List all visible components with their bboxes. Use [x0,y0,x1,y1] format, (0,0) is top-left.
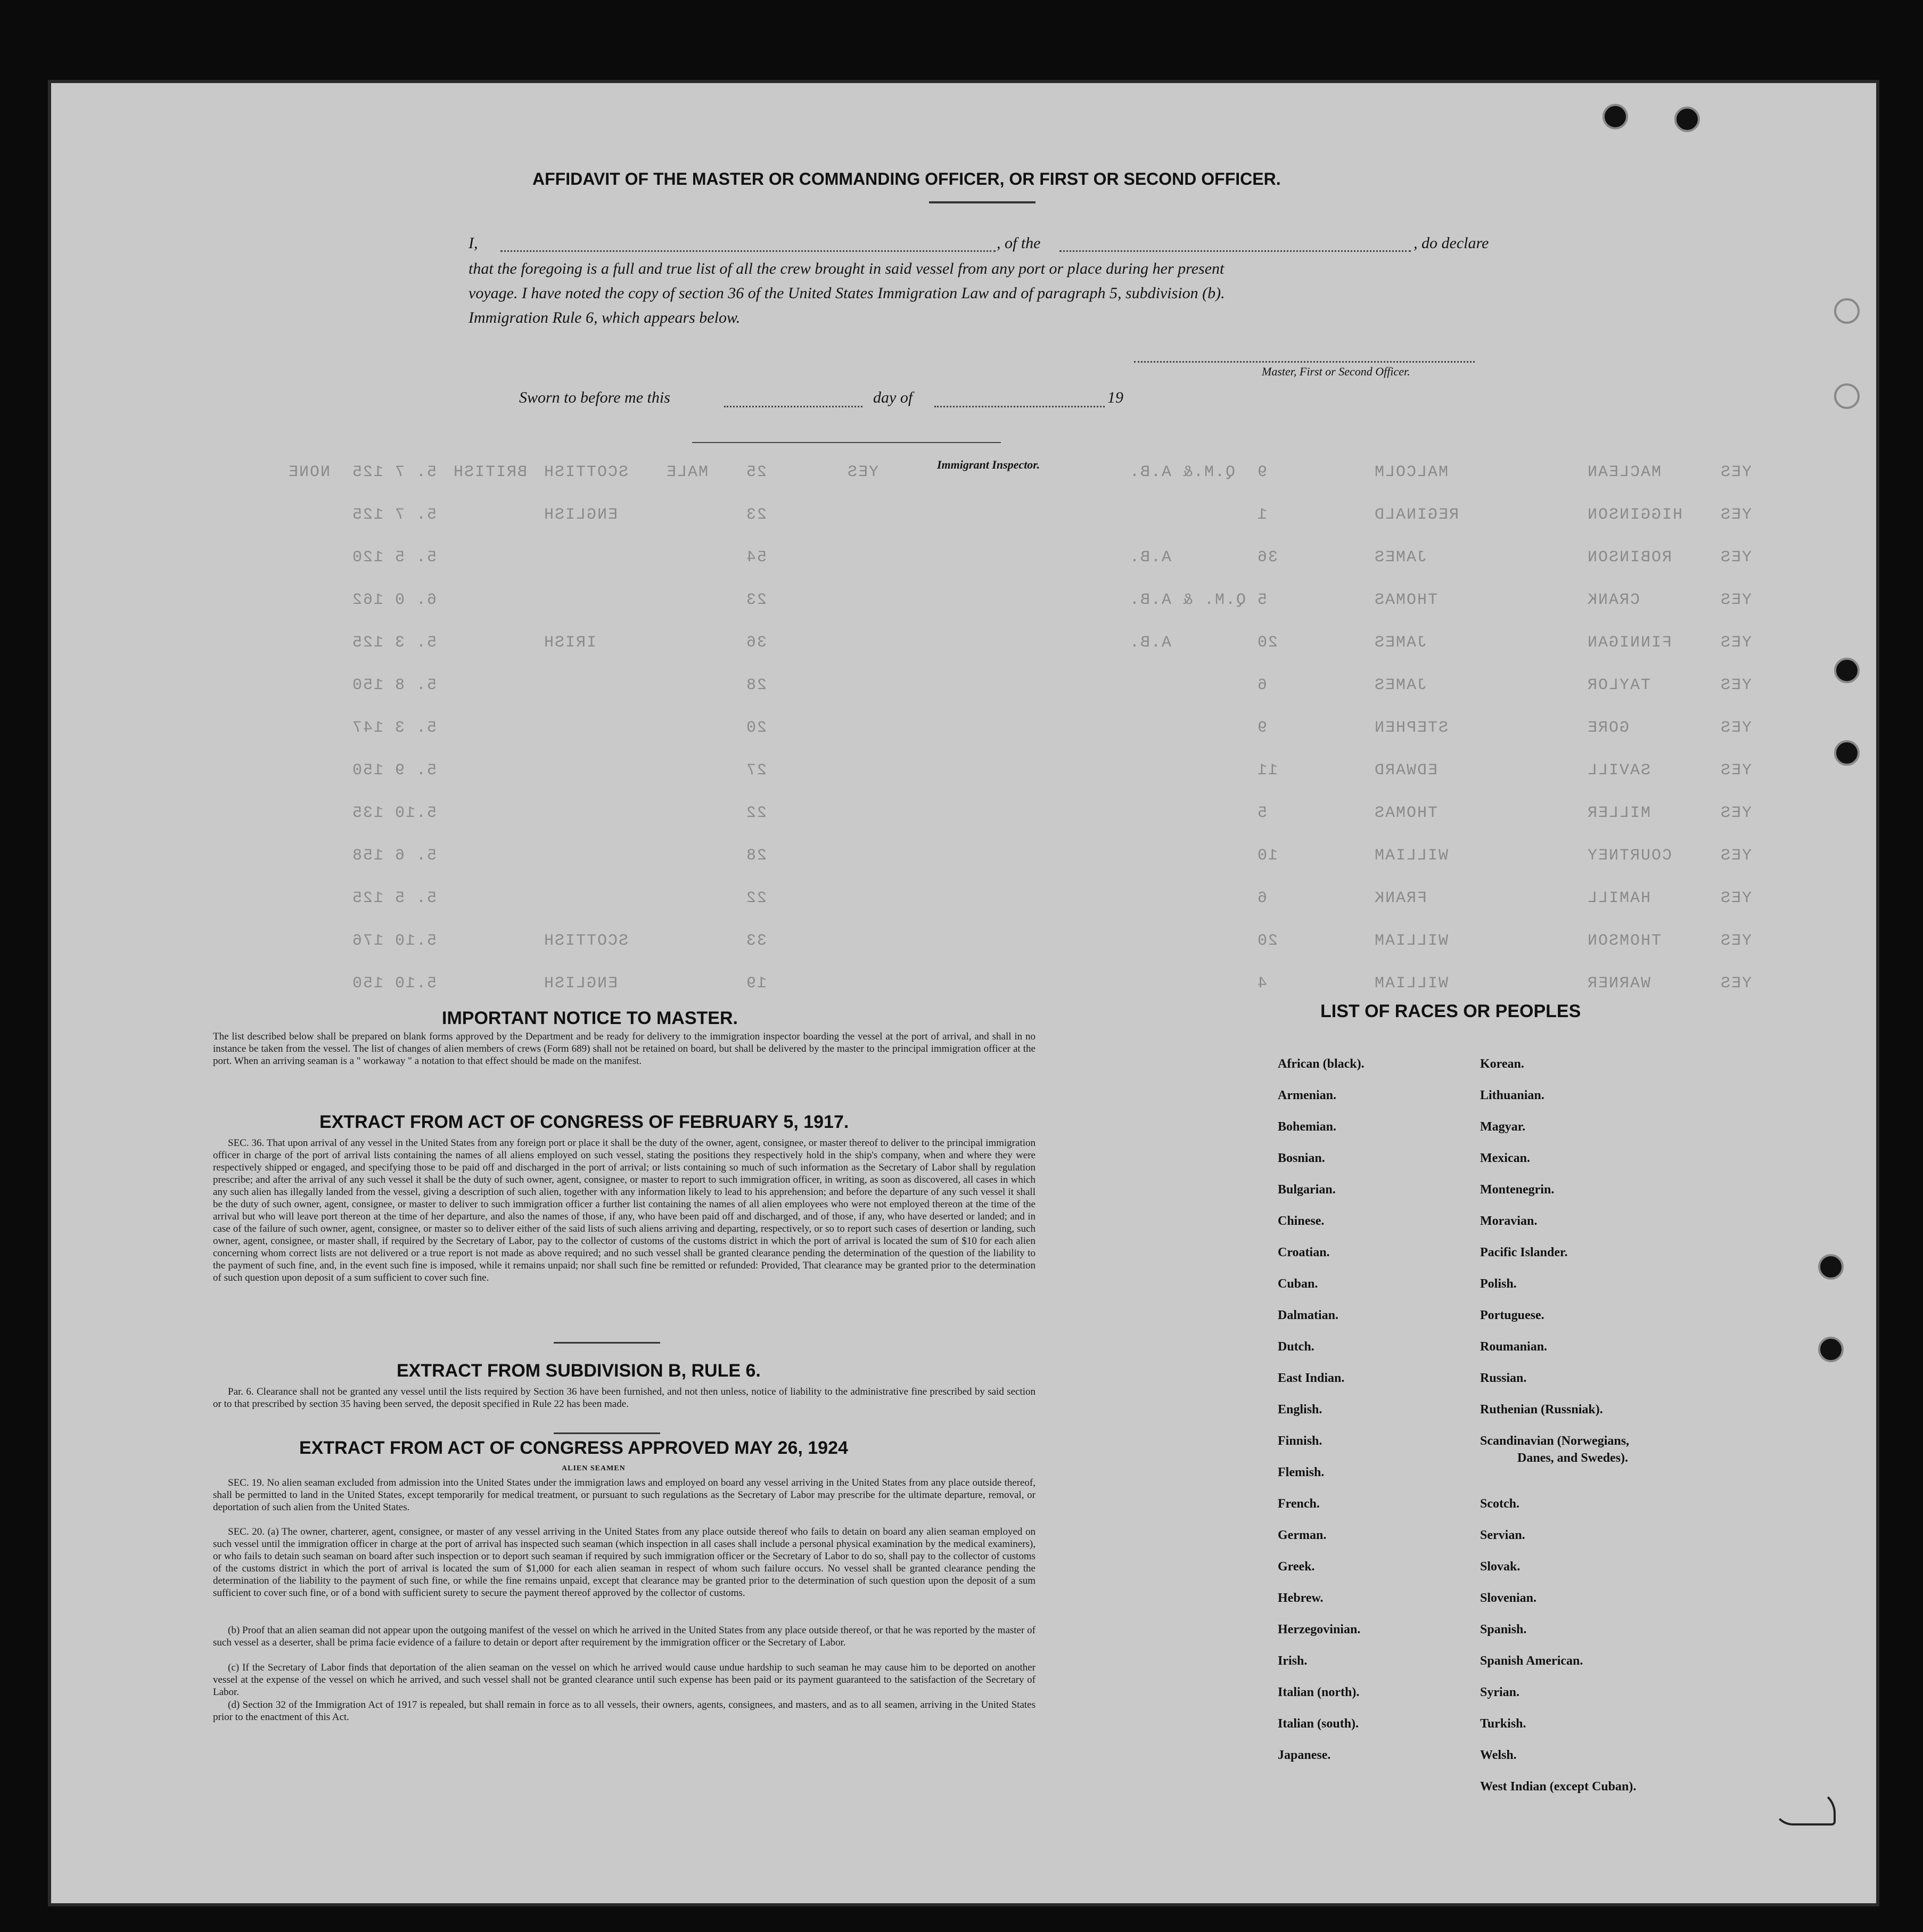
punch-hole [1818,1254,1844,1280]
race-item: Welsh. [1480,1748,1517,1762]
race-item: Hebrew. [1278,1591,1324,1605]
race-item: Scotch. [1480,1497,1519,1511]
bleedthrough-text: WILLIAM [1374,932,1449,950]
name-blank [500,250,996,252]
bleedthrough-text: 10 [1256,847,1278,865]
race-item: Bulgarian. [1278,1183,1336,1197]
bleedthrough-text: 5. 3 147 [351,719,437,737]
race-item: Italian (north). [1278,1685,1360,1699]
race-item: Dalmatian. [1278,1308,1338,1322]
race-item: Spanish American. [1480,1654,1583,1668]
bleedthrough-text: YES [1720,634,1752,652]
bleedthrough-text: 6. 0 162 [351,591,437,609]
race-item: German. [1278,1528,1327,1542]
bleedthrough-text: 1 [1256,506,1268,524]
bleedthrough-text: 5.10 150 [351,975,437,993]
signature-label: Master, First or Second Officer. [1262,365,1410,378]
bleedthrough-text: 22 [745,804,767,822]
affidavit-declare: , do declare [1414,234,1489,252]
bleedthrough-text: YES [1720,676,1752,694]
bleedthrough-text: HIGGINSON [1587,506,1683,524]
sworn-day-of: day of [873,389,913,406]
bleedthrough-text: MALCOLM [1374,463,1449,481]
race-item: Japanese. [1278,1748,1331,1762]
race-item: Danes, and Swedes). [1517,1451,1629,1465]
race-item: African (black). [1278,1057,1365,1071]
bleedthrough-text: YES [1720,463,1752,481]
bleedthrough-text: THOMAS [1374,591,1438,609]
race-item: Bohemian. [1278,1120,1337,1134]
extract-1917-title: EXTRACT FROM ACT OF CONGRESS OF FEBRUARY 5, 1917. [319,1112,849,1132]
race-item: Mexican. [1480,1151,1530,1165]
punch-hole [1818,1337,1844,1362]
bleedthrough-text: 11 [1256,762,1278,780]
affidavit-line1 [469,234,478,252]
bleedthrough-text: 25 [745,463,767,481]
bleedthrough-text: 9 [1256,463,1268,481]
race-item: Moravian. [1480,1214,1538,1228]
race-item: Pacific Islander. [1480,1246,1568,1259]
bleedthrough-text: 54 [745,549,767,567]
race-item: Montenegrin. [1480,1183,1555,1197]
bleedthrough-text: SAVILL [1587,762,1651,780]
bleedthrough-text: STEPHEN [1374,719,1449,737]
bleedthrough-text: YES [1720,847,1752,865]
bleedthrough-text: 36 [1256,549,1278,567]
bleedthrough-text: JAMES [1374,549,1427,567]
affidavit-of-the: , of the [997,234,1041,252]
race-item: Cuban. [1278,1277,1318,1291]
bleedthrough-text: 5. 7 125 [351,463,437,481]
bleedthrough-text: YES [1720,762,1752,780]
race-item: Flemish. [1278,1466,1325,1479]
bleedthrough-text: COURTNEY [1587,847,1672,865]
extract-1924-sec19: SEC. 19. No alien seaman excluded from admission into the United States under the immigration laws and employed on board any vessel arriving in the United States from any place outside thereof, shall be permitted to land in the United States, except temporarily for medical treatment, or pursuant to such regulations as the Secretary of Labor may prescribe for the ultimate departure, removal, or deportation of such alien from the United States. [213,1477,1036,1513]
race-item: Slovenian. [1480,1591,1537,1605]
race-item: Magyar. [1480,1120,1526,1134]
bleedthrough-text: YES [1720,719,1752,737]
race-item: Korean. [1480,1057,1524,1071]
bleedthrough-text: MALE [665,463,709,481]
bleedthrough-text: WARNER [1587,975,1651,993]
punch-hole [1834,658,1860,683]
bleedthrough-text: MACLEAN [1587,463,1662,481]
punch-hole [1834,740,1860,766]
bleedthrough-text: ENGLISH [543,506,618,524]
sworn-month-blank [934,406,1105,407]
bleedthrough-text: YES [1720,975,1752,993]
race-item: Servian. [1480,1528,1525,1542]
bleedthrough-text: YES [847,463,879,481]
affidavit-title-underline [929,201,1036,203]
bleedthrough-text: 20 [1256,634,1278,652]
race-item: Slovak. [1480,1560,1521,1574]
punch-hole [1602,104,1628,129]
bleedthrough-text: WILLIAM [1374,975,1449,993]
bleedthrough-text: 36 [745,634,767,652]
bleedthrough-text: THOMAS [1374,804,1438,822]
race-item: English. [1278,1403,1322,1417]
bleedthrough-text: TAYLOR [1587,676,1651,694]
race-item: Turkish. [1480,1717,1526,1731]
sworn-day-blank [724,406,862,407]
bleedthrough-text: 28 [745,847,767,865]
race-item: Syrian. [1480,1685,1520,1699]
punch-hole [1674,107,1700,132]
race-item: Greek. [1278,1560,1315,1574]
extract-1924-sec20a: SEC. 20. (a) The owner, charterer, agent, consignee, or master of any vessel arriving in the United States from any place outside thereof who fails to detain on board any alien seaman employed on such vessel until the immigration officer in charge at the port of arrival has inspected such seaman (which inspection in all cases shall include a personal physical examination by the medical examiners), or who fails to detain such seaman on board after such inspection or to deport such seaman if required by such immigration officer or the Secretary of Labor to do so, shall pay to the collector of customs of the customs district in which the port of arrival is located the sum of $1,000 for each alien seaman in respect of whom such failure occurs. No vessel shall be granted clearance pending the determination of the liability to the payment of such fine, or while the fine remains unpaid, except that clearance may be granted prior to the determination of such question upon the deposit of a sum sufficient to cover such fine, or of a bond with sufficient surety to secure the payment thereof approved by the collector of customs. [213,1526,1036,1599]
bleedthrough-text: IRISH [543,634,597,652]
race-item: French. [1278,1497,1320,1511]
race-item: Ruthenian (Russniak). [1480,1403,1603,1417]
race-item: West Indian (except Cuban). [1480,1780,1637,1794]
bleedthrough-text: SCOTTISH [543,463,629,481]
inspector-label: Immigrant Inspector. [937,458,1040,471]
bleedthrough-text: YES [1720,932,1752,950]
races-title: LIST OF RACES OR PEOPLES [1320,1001,1581,1021]
bleedthrough-text: 22 [745,889,767,907]
bleedthrough-text: 6 [1256,889,1268,907]
bleedthrough-text: A.B. [1129,634,1172,652]
bleedthrough-text: YES [1720,591,1752,609]
bleedthrough-text: A.B. [1129,549,1172,567]
bleedthrough-text: 5 [1256,804,1268,822]
bleedthrough-text: MILLER [1587,804,1651,822]
bleedthrough-text: GORE [1587,719,1630,737]
bleedthrough-text: SCOTTISH [543,932,629,950]
sworn-text: Sworn to before me this [519,389,670,406]
bleedthrough-text: 5. 9 150 [351,762,437,780]
bleedthrough-text: 5 [1256,591,1268,609]
affidavit-line3: voyage. I have noted the copy of section 36 of the United States Immigration Law and of paragraph 5, subdivision (b). [469,284,1225,302]
bleedthrough-text: JAMES [1374,634,1427,652]
bleedthrough-text: 5. 5 120 [351,549,437,567]
bleedthrough-text: 9 [1256,719,1268,737]
race-item: Italian (south). [1278,1717,1359,1731]
bleedthrough-text: ENGLISH [543,975,618,993]
race-item: Armenian. [1278,1088,1336,1102]
extract-1924-sec20c: (c) If the Secretary of Labor finds that deportation of the alien seaman on the vessel on which he arrived would cause undue hardship to such seaman he may cause him to be deported on another vessel at the expense of the vessel on which he arrived, and such vessel shall not be granted clearance until such expense has been paid or its payment guaranteed to the satisfaction of the Secretary of Labor. [213,1662,1036,1698]
bleedthrough-text: FINNIGAN [1587,634,1672,652]
race-item: Finnish. [1278,1434,1322,1448]
notice-text: The list described below shall be prepared on blank forms approved by the Department and be ready for delivery to the immigration inspector boarding the vessel at the port of arrival, and shall in no instance be taken from the vessel. The list of changes of alien members of crews (Form 689) shall not be retained on board, but shall be delivered by the master to the principal immigration officer at the port. When an arriving seaman is a " workaway " a notation to that effect should be made on the manifest. [213,1031,1036,1067]
race-item: Russian. [1480,1371,1527,1385]
rule6-title: EXTRACT FROM SUBDIVISION B, RULE 6. [397,1361,761,1381]
bleedthrough-text: Q.M. & A.B. [1129,591,1246,609]
bleedthrough-text: 5.10 135 [351,804,437,822]
bleedthrough-text: 5. 8 150 [351,676,437,694]
race-item: East Indian. [1278,1371,1345,1385]
bleedthrough-text: HAMILL [1587,889,1651,907]
affidavit-title: AFFIDAVIT OF THE MASTER OR COMMANDING OFFICER, OR FIRST OR SECOND OFFICER. [532,169,1281,189]
race-item: Dutch. [1278,1340,1314,1354]
bleedthrough-text: NONE [287,463,331,481]
bleedthrough-text: 20 [745,719,767,737]
race-item: Polish. [1480,1277,1517,1291]
race-item: Bosnian. [1278,1151,1325,1165]
bleedthrough-text: 23 [745,591,767,609]
race-item: Chinese. [1278,1214,1325,1228]
bleedthrough-text: 5. 3 125 [351,634,437,652]
bleedthrough-text: 5.10 176 [351,932,437,950]
bleedthrough-text: Q.M.& A.B. [1129,463,1236,481]
bleedthrough-text: 28 [745,676,767,694]
bleedthrough-text: 6 [1256,676,1268,694]
extract-1924-sec20d: (d) Section 32 of the Immigration Act of 1917 is repealed, but shall remain in force as to all vessels, their owners, agents, consignees, and masters, and as to all seamen, arriving in the United States prior to the enactment of this Act. [213,1699,1036,1723]
notice-title: IMPORTANT NOTICE TO MASTER. [442,1008,738,1028]
bleedthrough-text: EDWARD [1374,762,1438,780]
divider [554,1432,660,1434]
bleedthrough-text: 27 [745,762,767,780]
race-item: Irish. [1278,1654,1308,1668]
punch-hole [1834,298,1860,324]
bleedthrough-text: WILLIAM [1374,847,1449,865]
bleedthrough-text: 33 [745,932,767,950]
bleedthrough-text: 5. 6 158 [351,847,437,865]
bleedthrough-text: 23 [745,506,767,524]
bleedthrough-text: 19 [745,975,767,993]
race-item: Portuguese. [1480,1308,1544,1322]
bleedthrough-text: REGINALD [1374,506,1459,524]
bleedthrough-text: FRANK [1374,889,1427,907]
affidavit-line2: that the foregoing is a full and true list of all the crew brought in said vessel from any port or place during her present [469,260,1225,277]
race-item: Spanish. [1480,1623,1527,1636]
sworn-year: 19 [1107,389,1123,406]
bleedthrough-text: JAMES [1374,676,1427,694]
bleedthrough-text: ROBINSON [1587,549,1672,567]
signature-blank [1134,361,1475,363]
affidavit-line4: Immigration Rule 6, which appears below. [469,309,741,326]
race-item: Herzegovinian. [1278,1623,1361,1636]
race-item: Scandinavian (Norwegians, [1480,1434,1630,1448]
bleedthrough-text: YES [1720,506,1752,524]
bleedthrough-text: 5. 7 125 [351,506,437,524]
bleedthrough-text: CRANK [1587,591,1640,609]
punch-hole [1834,383,1860,409]
bleedthrough-text: YES [1720,804,1752,822]
bleedthrough-text: YES [1720,889,1752,907]
corner-mark [1773,1789,1836,1825]
bleedthrough-text: 20 [1256,932,1278,950]
bleedthrough-text: THOMSON [1587,932,1662,950]
bleedthrough-text: 5. 5 125 [351,889,437,907]
bleedthrough-text: BRITISH [453,463,528,481]
vessel-blank [1059,250,1411,252]
rule6-text: Par. 6. Clearance shall not be granted any vessel until the lists required by Section 36 have been furnished, and not then unless, notice of liability to the administrative fine prescribed by said section or to that prescribed by section 35 having been served, the deposit specified in Rule 22 has been made. [213,1386,1036,1410]
extract-1924-sec20b: (b) Proof that an alien seaman did not appear upon the outgoing manifest of the vessel on which he arrived in the United States from any place outside thereof, or that he was reported by the master of such vessel as a deserter, shall be prima facie evidence of a failure to detain or deport after requirement by the immigration officer or the Secretary of Labor. [213,1625,1036,1648]
extract-1917-text: SEC. 36. That upon arrival of any vessel in the United States from any foreign port or place it shall be the duty of the owner, agent, consignee, or master thereof to deliver to the principal immigration officer in charge of the port of arrival lists containing the names of all aliens employed on such vessel, stating the positions they respectively hold in the ship's company, when and where they were respectively shipped or engaged, and specifying those to be paid off and discharged in the port of arrival; or lists containing so much of such information as the Secretary of Labor shall by regulation prescribe; and after the arrival of any such vessel it shall be the duty of such owner, agent, consignee, or master to report to such immigration officer, in writing, as soon as discovered, all cases in which any such alien has illegally landed from the vessel, giving a description of such alien, together with any information likely to lead to his apprehension; and before the departure of any such vessel it shall be the duty of such owner, agent, consignee, or master to deliver to such immigration officer a further list containing the names of all alien employees who were not employed thereon at the time of the arrival but who will leave port thereon at the time of her departure, and also the names of those, if any, who have been paid off and discharged, and of those, if any, who have deserted or landed; and in case of the failure of such owner, agent, consignee, or master so to deliver either of the said lists of such aliens arriving and departing, respectively, or so to report such cases of desertion or landing, such owner, agent, consignee, or master shall, if required by the Secretary of Labor, pay to the collector of customs of the customs district in which the port of arrival is located the sum of $10 for each alien concerning whom correct lists are not delivered or a true report is not made as above required; and no such vessel shall be granted clearance pending the determination of the question of the liability to the payment of such fine, and, in the event such fine is imposed, while it remains unpaid; nor shall such fine be remitted or refunded: Provided, That clearance may be granted prior to the determination of such question upon deposit of a sum sufficient to cover such fine. [213,1137,1036,1283]
race-item: Croatian. [1278,1246,1330,1259]
extract-1924-subtitle: ALIEN SEAMEN [562,1464,626,1472]
race-item: Roumanian. [1480,1340,1548,1354]
race-item: Lithuanian. [1480,1088,1544,1102]
inspector-blank [692,442,1001,443]
extract-1924-title: EXTRACT FROM ACT OF CONGRESS APPROVED MAY 26, 1924 [299,1438,848,1458]
divider [554,1342,660,1344]
bleedthrough-text: 4 [1256,975,1268,993]
affidavit-i: I, [469,234,478,252]
bleedthrough-text: YES [1720,549,1752,567]
